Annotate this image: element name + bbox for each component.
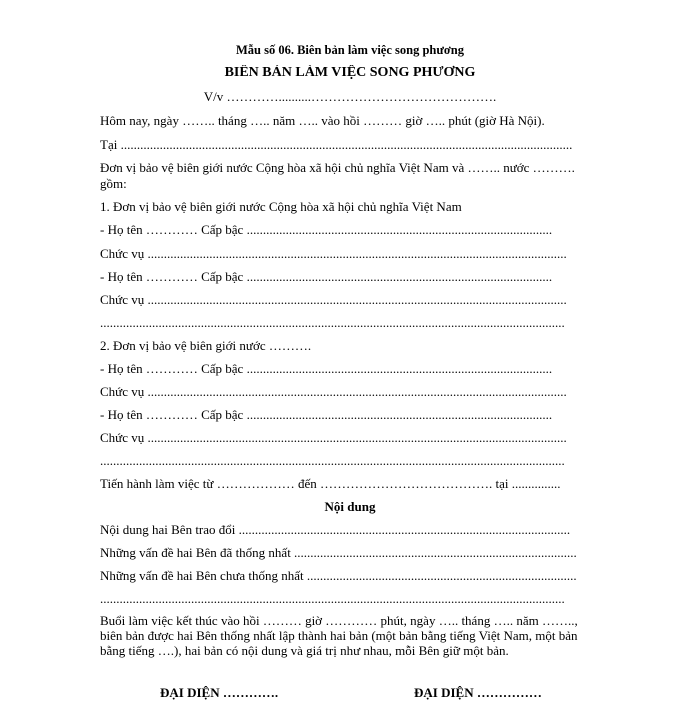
place-line: Tại ........................................................................................................................................... [100,137,573,152]
closing-line-3: bằng tiếng ….), hai bản có nội dung và giá trị như nhau, mỗi Bên giữ một bản. [100,643,509,658]
date-line: Hôm nay, ngày …….. tháng ….. năm ….. vào hồi ……… giờ ….. phút (giờ Hà Nội). [100,113,545,128]
form-number-title: Mẫu số 06. Biên bản làm việc song phương [235,43,464,57]
party1-name-2: - Họ tên ………… Cấp bậc .............................................................................................. [100,269,553,284]
party2-name-1: - Họ tên ………… Cấp bậc .............................................................................................. [100,361,553,376]
party1-position-1: Chức vụ ................................................................................................................................. [100,246,567,261]
party1-blank-line: ............................................................................................................................................... [100,315,565,330]
content-heading: Nội dung [324,499,376,514]
content-agreed-line: Những vấn đề hai Bên đã thống nhất ....................................................................................... [100,545,577,560]
party2-blank-line: ............................................................................................................................................... [100,453,565,468]
parties-line-continued: gồm: [100,176,127,191]
party2-name-2: - Họ tên ………… Cấp bậc .............................................................................................. [100,407,553,422]
party2-position-1: Chức vụ ................................................................................................................................. [100,384,567,399]
proceeding-line: Tiến hành làm việc từ ……………… đến …………………………………. tại ............... [100,476,561,491]
document-title: BIÊN BẢN LÀM VIỆC SONG PHƯƠNG [224,65,476,80]
subject-line: V/v …………..........……………………………………. [203,89,497,104]
content-exchanged-line: Nội dung hai Bên trao đổi ...................................................................................................... [100,522,571,537]
party1-position-2: Chức vụ ................................................................................................................................. [100,292,567,307]
signature-left-label: ĐẠI DIỆN …………. [160,685,279,700]
party1-name-1: - Họ tên ………… Cấp bậc .............................................................................................. [100,222,553,237]
party1-heading: 1. Đơn vị bảo vệ biên giới nước Cộng hòa xã hội chủ nghĩa Việt Nam [100,199,462,214]
parties-line: Đơn vị bảo vệ biên giới nước Cộng hòa xã hội chủ nghĩa Việt Nam và …….. nước ………. [100,160,575,175]
closing-line-2: biên bản được hai Bên thống nhất lập thành hai bản (một bản bằng tiếng Việt Nam, một bản [100,628,578,643]
content-blank-line: ............................................................................................................................................... [100,591,565,606]
party2-heading: 2. Đơn vị bảo vệ biên giới nước ………. [100,338,312,353]
signature-right-label: ĐẠI DIỆN …………… [414,685,542,700]
closing-line-1: Buổi làm việc kết thúc vào hồi ……… giờ ………… phút, ngày ….. tháng ….. năm …….., [100,613,578,628]
content-not-agreed-line: Những vấn đề hai Bên chưa thống nhất ................................................................................... [100,568,577,583]
party2-position-2: Chức vụ ................................................................................................................................. [100,430,567,445]
